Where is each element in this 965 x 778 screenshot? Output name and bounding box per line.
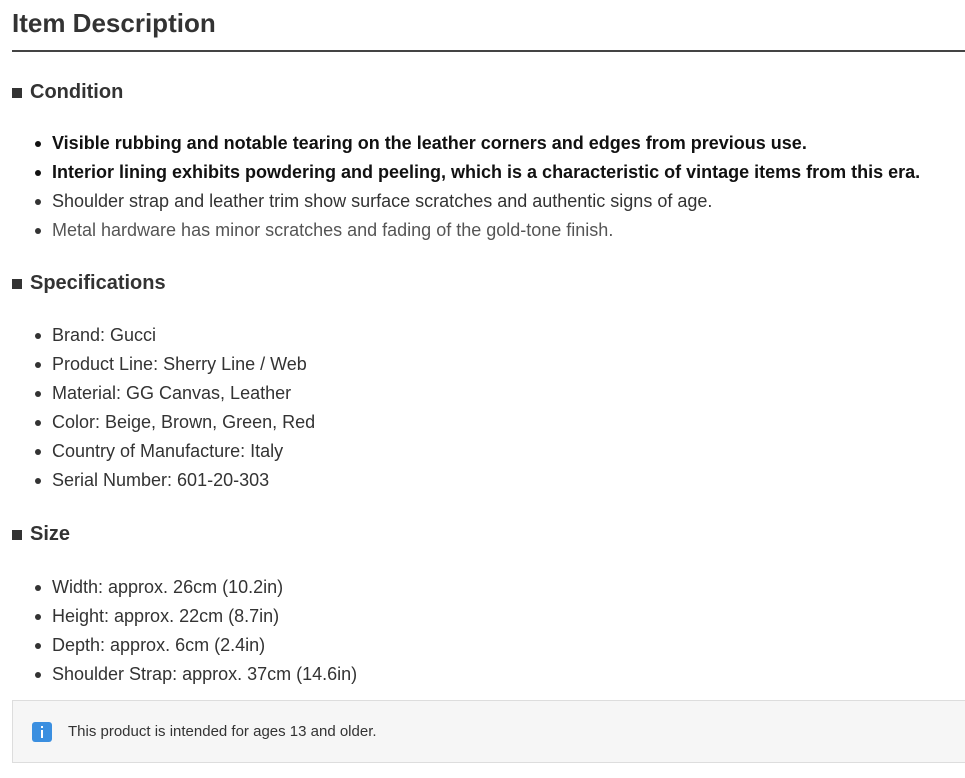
size-section [12, 522, 965, 689]
notice-text: This product is intended for ages 13 and older. [68, 723, 377, 740]
list-item: Material: GG Canvas, Leather [12, 379, 965, 408]
specifications-heading [12, 271, 965, 295]
item-description-page [12, 0, 965, 740]
list-item: Visible rubbing and notable tearing on the leather corners and edges from previous use. [12, 129, 965, 158]
list-item: Shoulder Strap: approx. 37cm (14.6in) [12, 660, 965, 689]
square-bullet-icon [12, 88, 22, 98]
size-heading [12, 522, 965, 546]
square-bullet-icon [12, 530, 22, 540]
list-item: Metal hardware has minor scratches and fading of the gold-tone finish. [12, 216, 965, 245]
specifications-list [12, 321, 965, 495]
list-item: Width: approx. 26cm (10.2in) [12, 573, 965, 602]
list-item: Depth: approx. 6cm (2.4in) [12, 631, 965, 660]
condition-section [12, 80, 965, 245]
condition-list [12, 129, 965, 245]
list-item: Color: Beige, Brown, Green, Red [12, 408, 965, 437]
condition-heading [12, 80, 965, 104]
list-item: Serial Number: 601-20-303 [12, 466, 965, 495]
specifications-heading-label: Specifications [30, 272, 166, 294]
specifications-section [12, 271, 965, 495]
age-notice-box [12, 700, 965, 763]
list-item: Height: approx. 22cm (8.7in) [12, 602, 965, 631]
list-item: Interior lining exhibits powdering and peeling, which is a characteristic of vintage items from this era. [12, 158, 965, 187]
size-list [12, 573, 965, 689]
list-item: Product Line: Sherry Line / Web [12, 350, 965, 379]
size-heading-label: Size [30, 523, 71, 545]
list-item: Country of Manufacture: Italy [12, 437, 965, 466]
condition-heading-label: Condition [30, 81, 124, 103]
info-icon [32, 722, 52, 742]
list-item: Shoulder strap and leather trim show surface scratches and authentic signs of age. [12, 187, 965, 216]
square-bullet-icon [12, 279, 22, 289]
page-title: Item Description [12, 0, 965, 52]
list-item: Brand: Gucci [12, 321, 965, 350]
